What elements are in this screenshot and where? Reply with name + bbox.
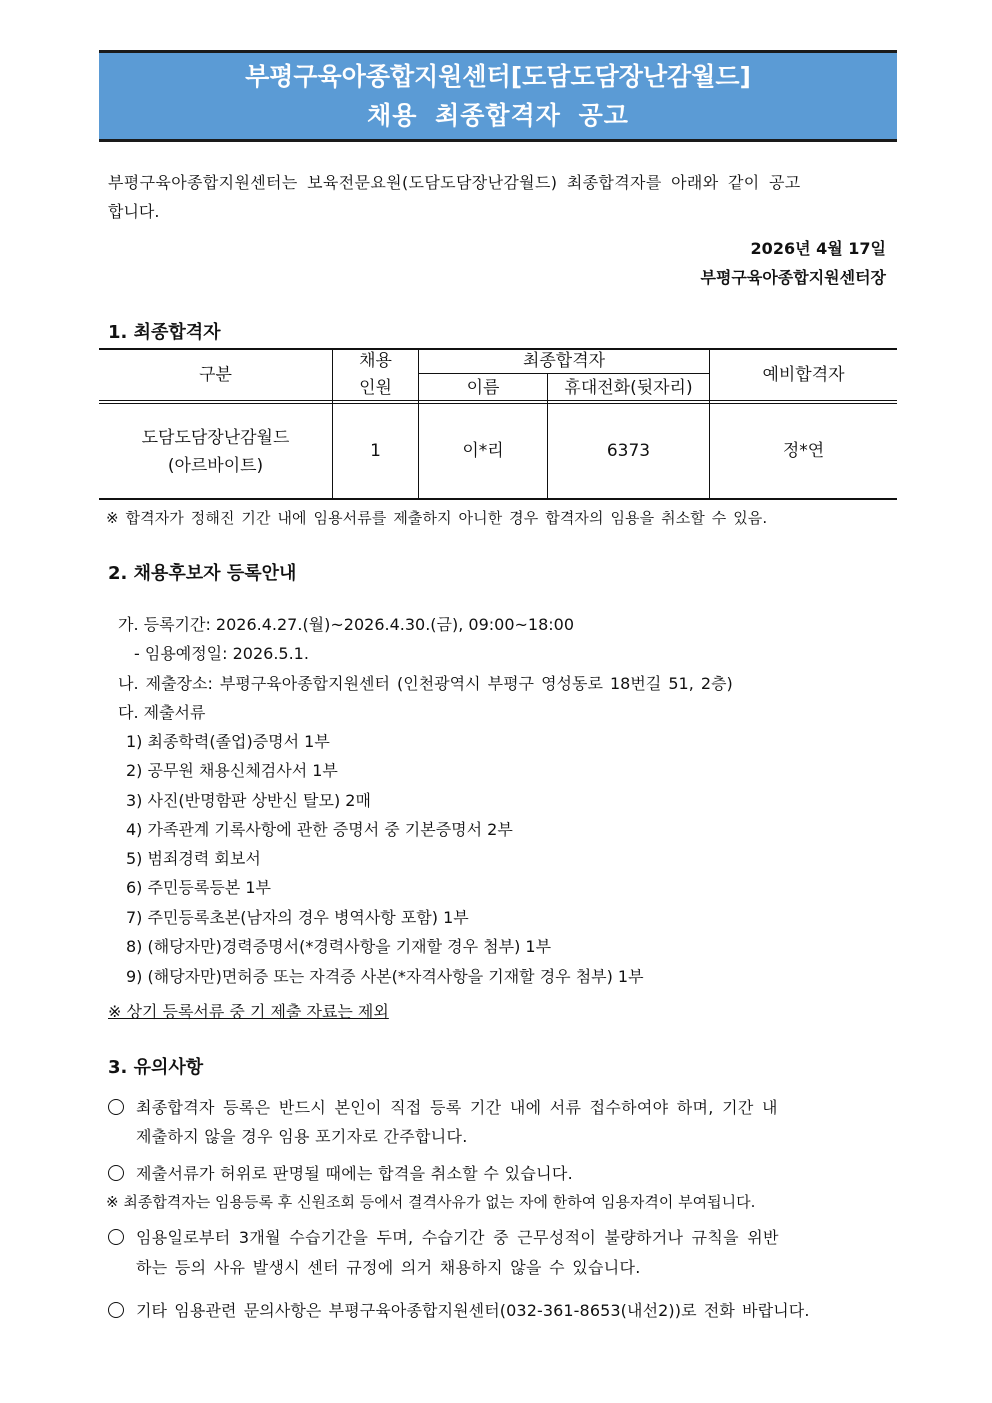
caution-item-3 — [108, 1227, 779, 1249]
caution-item-1 — [108, 1097, 778, 1119]
caution-item-3-line-1: 임용일로부터 3개월 수습기간을 두며, 수습기간 중 근무성적이 불량하거나 규칙을 위반 — [136, 1228, 779, 1247]
document-item: 8) (해당자만)경력증명서(*경력사항을 기재할 경우 첨부) 1부 — [126, 937, 552, 956]
title-banner — [99, 50, 897, 142]
section-1-note: ※ 합격자가 정해진 기간 내에 임용서류를 제출하지 아니한 경우 합격자의 임용을 취소할 수 있음. — [106, 509, 768, 527]
document-item: 5) 범죄경력 회보서 — [126, 849, 261, 868]
title-line-2: 채용 최종합격자 공고 — [367, 101, 629, 130]
document-item: 3) 사진(반명함판 상반신 탈모) 2매 — [126, 791, 371, 810]
title-line-1: 부평구육아종합지원센터[도담도담장난감월드] — [245, 62, 751, 91]
appointment-date: - 임용예정일: 2026.5.1. — [134, 644, 309, 663]
caution-item-4-text: 기타 임용관련 문의사항은 부평구육아종합지원센터(032-361-8653(내선2))로 전화 바랍니다. — [136, 1301, 810, 1320]
circle-bullet-icon — [108, 1229, 124, 1245]
document-item: 4) 가족관계 기록사항에 관한 증명서 중 기본증명서 2부 — [126, 820, 513, 839]
document-item: 9) (해당자만)면허증 또는 자격증 사본(*자격사항을 기재할 경우 첨부) 1부 — [126, 967, 644, 986]
row-name: 이*리 — [462, 441, 504, 461]
document-item: 2) 공무원 채용신체검사서 1부 — [126, 761, 338, 780]
header-count-2: 인원 — [359, 378, 392, 398]
header-reserve: 예비합격자 — [762, 365, 845, 385]
row-reserve: 정*연 — [782, 441, 825, 461]
intro-line-2: 합니다. — [108, 202, 160, 221]
row-division — [99, 406, 332, 498]
caution-item-2-text: 제출서류가 허위로 판명될 때에는 합격을 취소할 수 있습니다. — [136, 1164, 573, 1183]
submission-place: 나. 제출장소: 부평구육아종합지원센터 (인천광역시 부평구 영성동로 18번길 51, 2층) — [118, 674, 733, 693]
document-item: 6) 주민등록등본 1부 — [126, 878, 271, 897]
registration-period: 가. 등록기간: 2026.4.27.(월)~2026.4.30.(금), 09:00~18:00 — [118, 615, 575, 634]
caution-item-1-line-2: 제출하지 않을 경우 임용 포기자로 간주합니다. — [136, 1127, 468, 1146]
header-phone: 휴대전화(뒷자리) — [564, 377, 693, 398]
caution-item-4 — [108, 1300, 810, 1322]
documents-title: 다. 제출서류 — [118, 703, 206, 722]
caution-item-1-line-1: 최종합격자 등록은 반드시 본인이 직접 등록 기간 내에 서류 접수하여야 하며, 기간 내 — [136, 1098, 778, 1117]
section-2-note: ※ 상기 등록서류 중 기 제출 자료는 제외 — [108, 1002, 389, 1021]
notice-date: 2026년 4월 17일 — [750, 239, 886, 258]
row-count: 1 — [370, 441, 381, 461]
document-item: 7) 주민등록초본(남자의 경우 병역사항 포함) 1부 — [126, 908, 469, 927]
row-division-line-1: 도담도담장난감월드 — [141, 428, 290, 448]
row-phone: 6373 — [606, 441, 651, 461]
circle-bullet-icon — [108, 1099, 124, 1115]
header-count-1: 채용 — [359, 351, 392, 371]
circle-bullet-icon — [108, 1165, 124, 1181]
issuer-name: 부평구육아종합지원센터장 — [700, 268, 886, 287]
document-item: 1) 최종학력(졸업)증명서 1부 — [126, 732, 330, 751]
header-name: 이름 — [466, 377, 500, 398]
circle-bullet-icon — [108, 1302, 124, 1318]
section-3-heading: 3. 유의사항 — [108, 1057, 204, 1078]
section-1-heading: 1. 최종합격자 — [108, 322, 221, 343]
row-division-line-2: (아르바이트) — [167, 456, 264, 476]
section-2-heading: 2. 채용후보자 등록안내 — [108, 563, 297, 584]
header-division: 구분 — [199, 365, 232, 385]
caution-item-2 — [108, 1163, 573, 1185]
caution-note: ※ 최종합격자는 임용등록 후 신원조회 등에서 결격사유가 없는 자에 한하여 임용자격이 부여됩니다. — [106, 1193, 756, 1211]
header-final: 최종합격자 — [522, 350, 606, 371]
final-candidates-table — [99, 348, 897, 500]
intro-line-1: 부평구육아종합지원센터는 보육전문요원(도담도담장난감월드) 최종합격자를 아래와 같이 공고 — [108, 173, 801, 192]
caution-item-3-line-2: 하는 등의 사유 발생시 센터 규정에 의거 채용하지 않을 수 있습니다. — [136, 1258, 641, 1277]
